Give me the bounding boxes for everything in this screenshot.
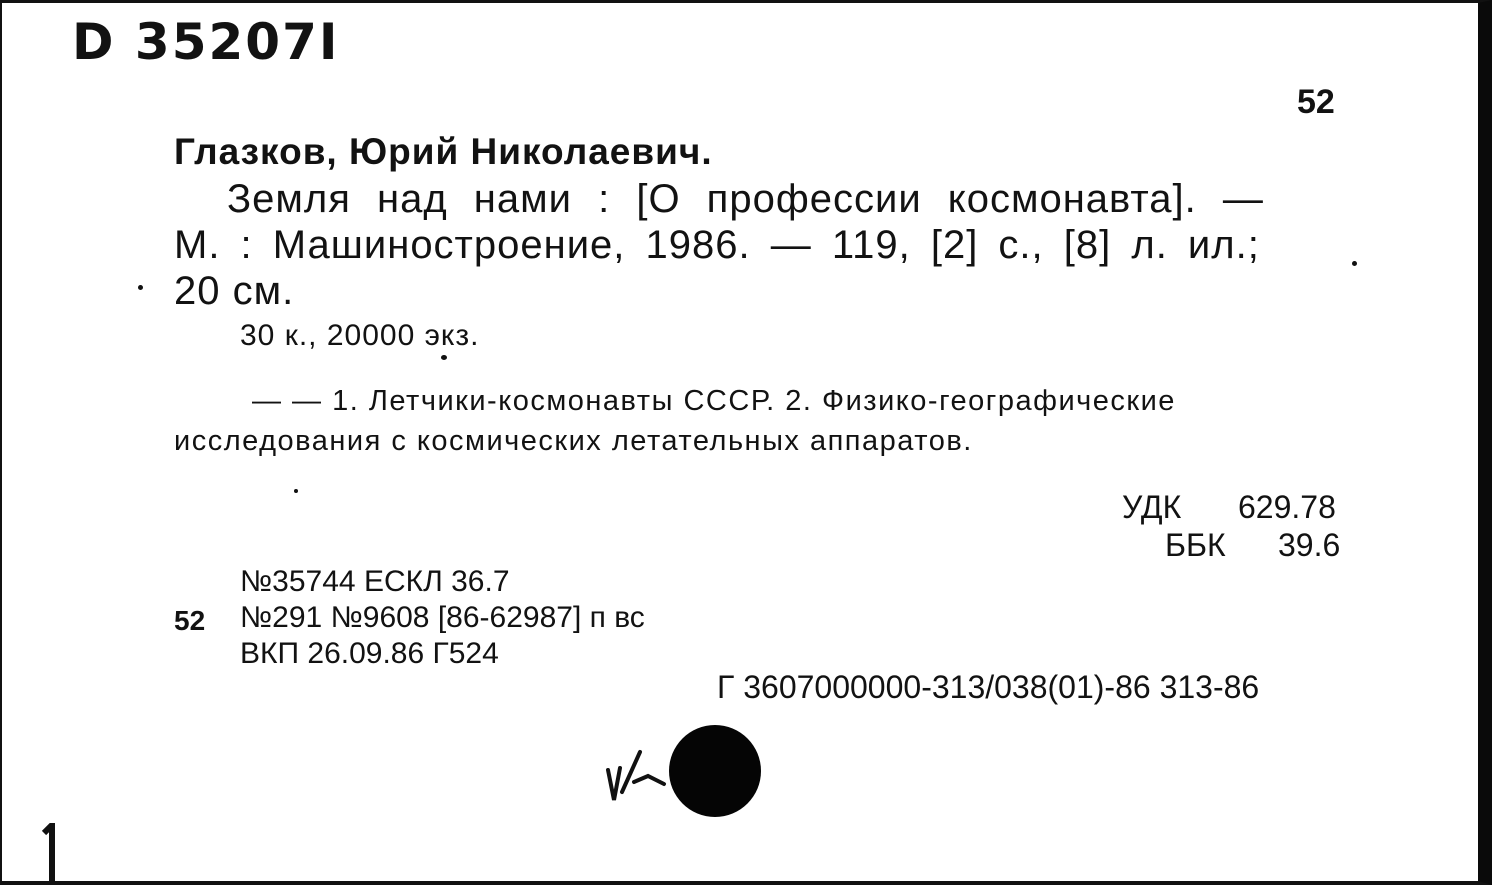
side-number: 52 bbox=[174, 605, 206, 636]
punch-hole bbox=[669, 725, 761, 817]
isbn-line: Г 3607000000-313/038(01)-86 313-86 bbox=[717, 669, 1260, 705]
record-line-2: №291 №9608 [86-62987] п вс bbox=[240, 601, 645, 634]
speck bbox=[138, 285, 143, 290]
bbk-label: ББК bbox=[1165, 527, 1226, 563]
corner-number: 52 bbox=[1297, 83, 1335, 121]
subjects-line-1: — — 1. Летчики-космонавты СССР. 2. Физико-географические bbox=[252, 385, 1176, 417]
price-and-copies: 30 к., 20000 экз. bbox=[240, 319, 480, 352]
subjects-line-2: исследования с космических летательных аппаратов. bbox=[174, 425, 973, 457]
title-line-3: 20 см. bbox=[174, 269, 295, 313]
title-line-1: Земля над нами : [О профессии космонавта]. — bbox=[227, 177, 1264, 221]
speck bbox=[441, 355, 447, 360]
record-line-3: ВКП 26.09.86 Г524 bbox=[240, 637, 499, 670]
record-line-1: №35744 ЕСКЛ 36.7 bbox=[240, 565, 510, 598]
author-heading: Глазков, Юрий Николаевич. bbox=[174, 131, 713, 172]
bbk-value: 39.6 bbox=[1278, 527, 1341, 563]
margin-tick-icon bbox=[38, 823, 62, 883]
title-line-2: М. : Машиностроение, 1986. — 119, [2] с., [8] л. ил.; bbox=[174, 223, 1260, 267]
udk-label: УДК bbox=[1122, 489, 1182, 525]
call-number: D 35207I bbox=[72, 13, 340, 71]
udk-value: 629.78 bbox=[1238, 489, 1336, 525]
handwritten-mark-icon bbox=[600, 748, 680, 808]
speck bbox=[1352, 261, 1357, 266]
speck bbox=[294, 489, 298, 493]
